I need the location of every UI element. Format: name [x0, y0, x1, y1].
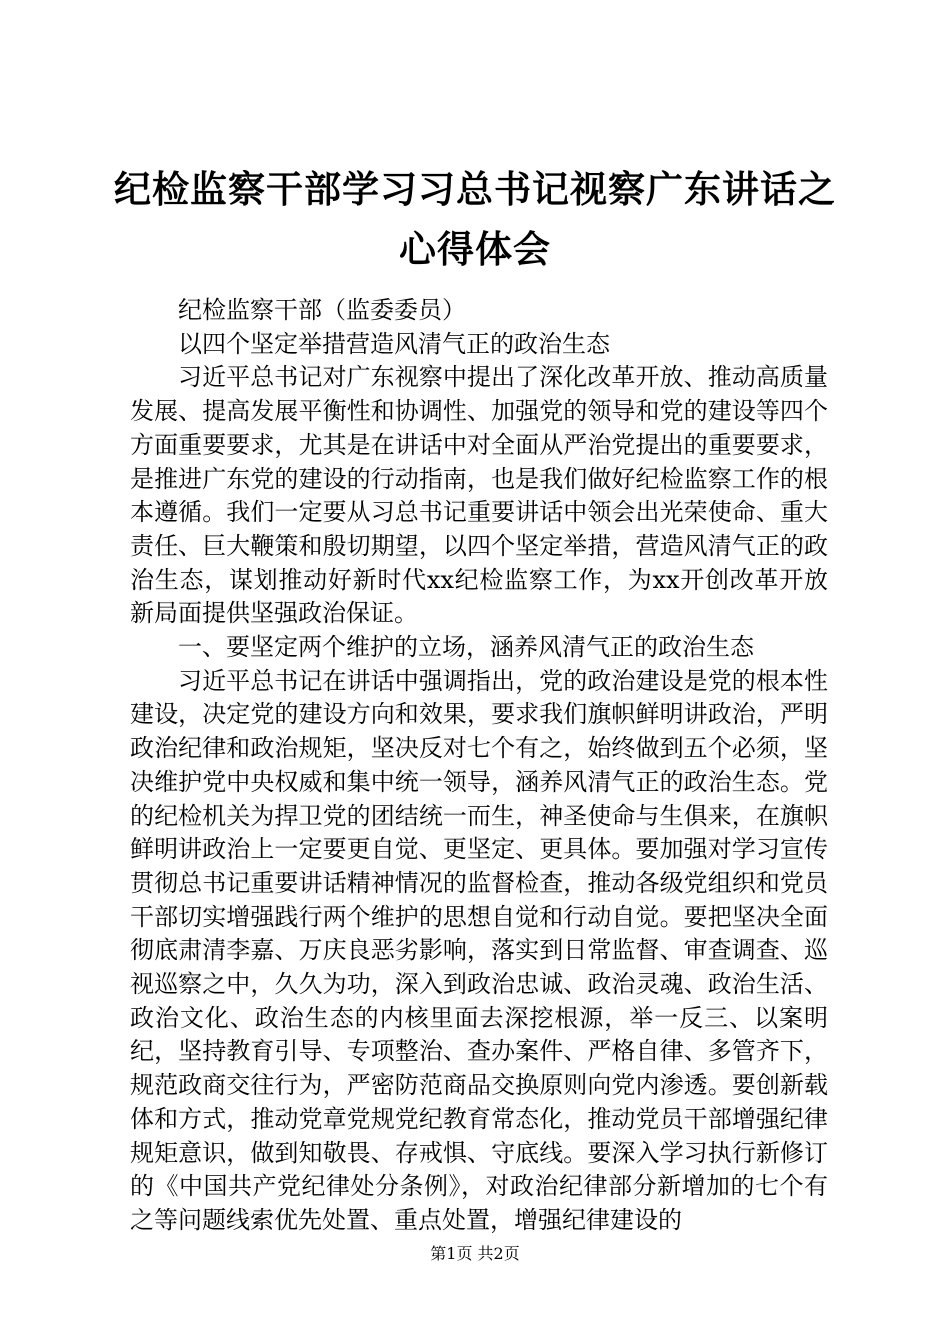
author-line: 纪检监察干部（监委委员）	[178, 296, 466, 324]
body-paragraph: 习近平总书记对广东视察中提出了深化改革开放、推动高质量发展、提高发展平衡性和协调性、加强党的领导和党的建设等四个方面重要要求，尤其是在讲话中对全面从严治党提出的重要要求，是推进广东党的建设的行动指南，也是我们做好纪检监察工作的根本遵循。我们一定要从习总书记重要讲话中领会出光荣使命、重大责任、巨大鞭策和殷切期望，以四个坚定举措，营造风清气正的政治生态，谋划推动好新时代xx纪检监察工作，为xx开创改革开放新局面提供坚强政治保证。	[130, 363, 828, 628]
document-body	[130, 294, 828, 1238]
section-heading: 一、要坚定两个维护的立场，涵养风清气正的政治生态	[178, 633, 754, 662]
document-title: 纪检监察干部学习习总书记视察广东讲话之心得体会	[114, 168, 836, 271]
page-number-footer: 第1页 共2页	[430, 1244, 520, 1263]
subtitle-line: 以四个坚定举措营造风清气正的政治生态	[178, 329, 610, 358]
body-paragraph: 习近平总书记在讲话中强调指出，党的政治建设是党的根本性建设，决定党的建设方向和效果，要求我们旗帜鲜明讲政治，严明政治纪律和政治规矩，坚决反对七个有之，始终做到五个必须，坚决维护党中央权威和集中统一领导，涵养风清气正的政治生态。党的纪检机关为捍卫党的团结统一而生，神圣使命与生俱来，在旗帜鲜明讲政治上一定要更自觉、更坚定、更具体。要加强对学习宣传贯彻总书记重要讲话精神情况的监督检查，推动各级党组织和党员干部切实增强践行两个维护的思想自觉和行动自觉。要把坚决全面彻底肃清李嘉、万庆良恶劣影响，落实到日常监督、审查调查、巡视巡察之中，久久为功，深入到政治忠诚、政治灵魂、政治生活、政治文化、政治生态的内核里面去深挖根源，举一反三、以案明纪，坚持教育引导、专项整治、查办案件、严格自律、多管齐下，规范政商交往行为，严密防范商品交换原则向党内渗透。要创新载体和方式，推动党章党规党纪教育常态化，推动党员干部增强纪律规矩意识，做到知敬畏、存戒惧、守底线。要深入学习执行新修订的《中国共产党纪律处分条例》，对政治纪律部分新增加的七个有之等问题线索优先处置、重点处置，增强纪律建设的	[130, 666, 828, 1234]
